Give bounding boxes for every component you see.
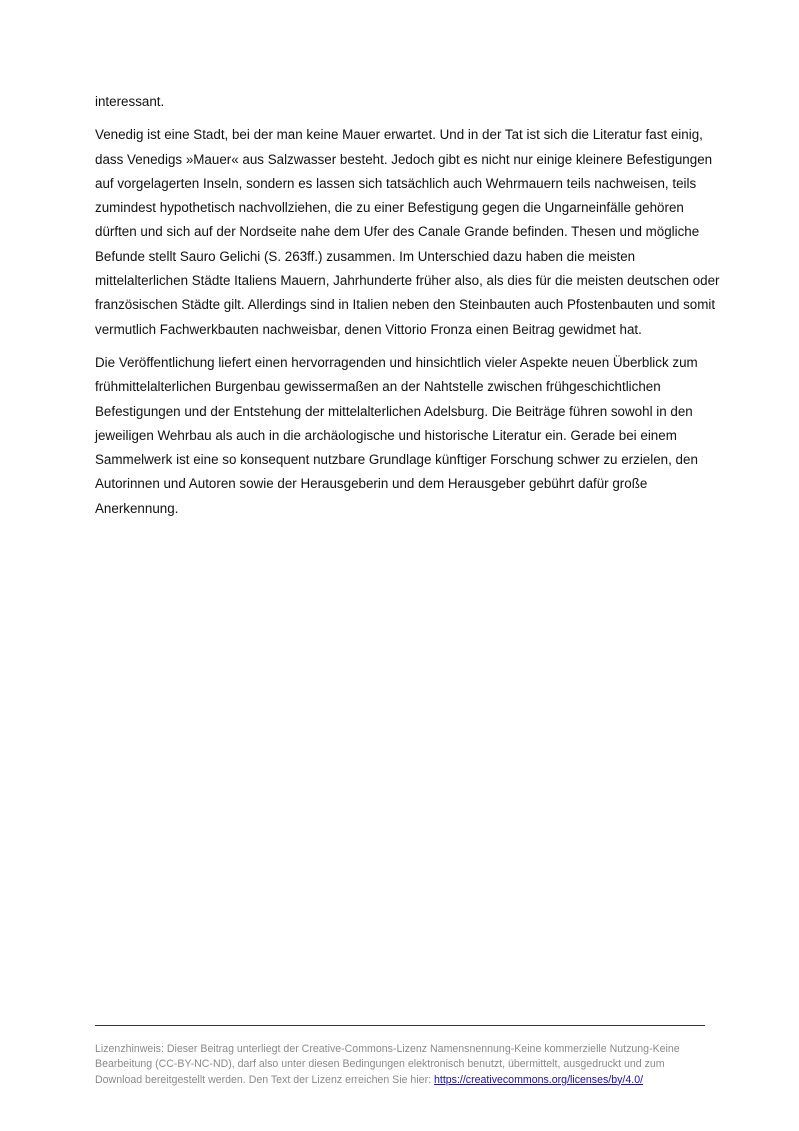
paragraph-conclusion: Die Veröffentlichung liefert einen hervorragenden und hinsichtlich vieler Aspekte neuen Überblick zum frühmittelalterlichen Burgenbau gewissermaßen an der Nahtstelle zwischen frühgeschichtlichen Befestigungen und der Entstehung der mittelalterlichen Adelsburg. Die Beiträge führen sowohl in den jeweiligen Wehrbau als auch in die archäologische und historische Literatur ein. Gerade bei einem Sammelwerk ist eine so konsequent nutzbare Grundlage künftiger Forschung schwer zu erzielen, den Autorinnen und Autoren sowie der Herausgeberin und dem Herausgeber gebührt dafür große Anerkennung. [95,354,698,516]
paragraph-venedig: Venedig ist eine Stadt, bei der man keine Mauer erwartet. Und in der Tat ist sich die Literatur fast einig, dass Venedigs »Mauer« aus Salzwasser besteht. Jedoch gibt es nicht nur einige kleinere Befestigungen auf vorgelagerten Inseln, sondern es lassen sich tatsächlich auch Wehrmauern teils nachweisen, teils zumindest hypothetisch nachvollziehen, die zu einer Befestigung gegen die Ungarneinfälle gehören dürften und sich auf der Nordseite nahe dem Ufer des Canale Grande befinden. Thesen und mögliche Befunde stellt Sauro Gelichi (S. 263ff.) zusammen. Im Unterschied dazu haben die meisten mittelalterlichen Städte Italiens Mauern, Jahrhunderte früher also, als dies für die meisten deutschen oder französischen Städte gilt. Allerdings sind in Italien neben den Steinbauten auch Pfostenbauten und somit vermutlich Fachwerkbauten nachweisbar, denen Vittorio Fronza einen Beitrag gewidmet hat. [95,127,720,337]
paragraph-continuation: interessant. [95,94,165,109]
license-link[interactable]: https://creativecommons.org/licenses/by/4.0/ [434,1073,644,1086]
license-note [95,1042,705,1088]
license-text: Lizenzhinweis: Dieser Beitrag unterliegt der Creative-Commons-Lizenz Namensnennung-Keine kommerzielle Nutzung-Keine Bearbeitung (CC-BY-NC-ND), darf also unter diesen Bedingungen elektronisch benutzt, übermittelt, ausgedruckt und zum Download bereitgestellt werden. Den Text der Lizenz erreichen Sie hier: [95,1043,680,1086]
footer-divider [95,1025,705,1026]
document-body [95,90,720,521]
